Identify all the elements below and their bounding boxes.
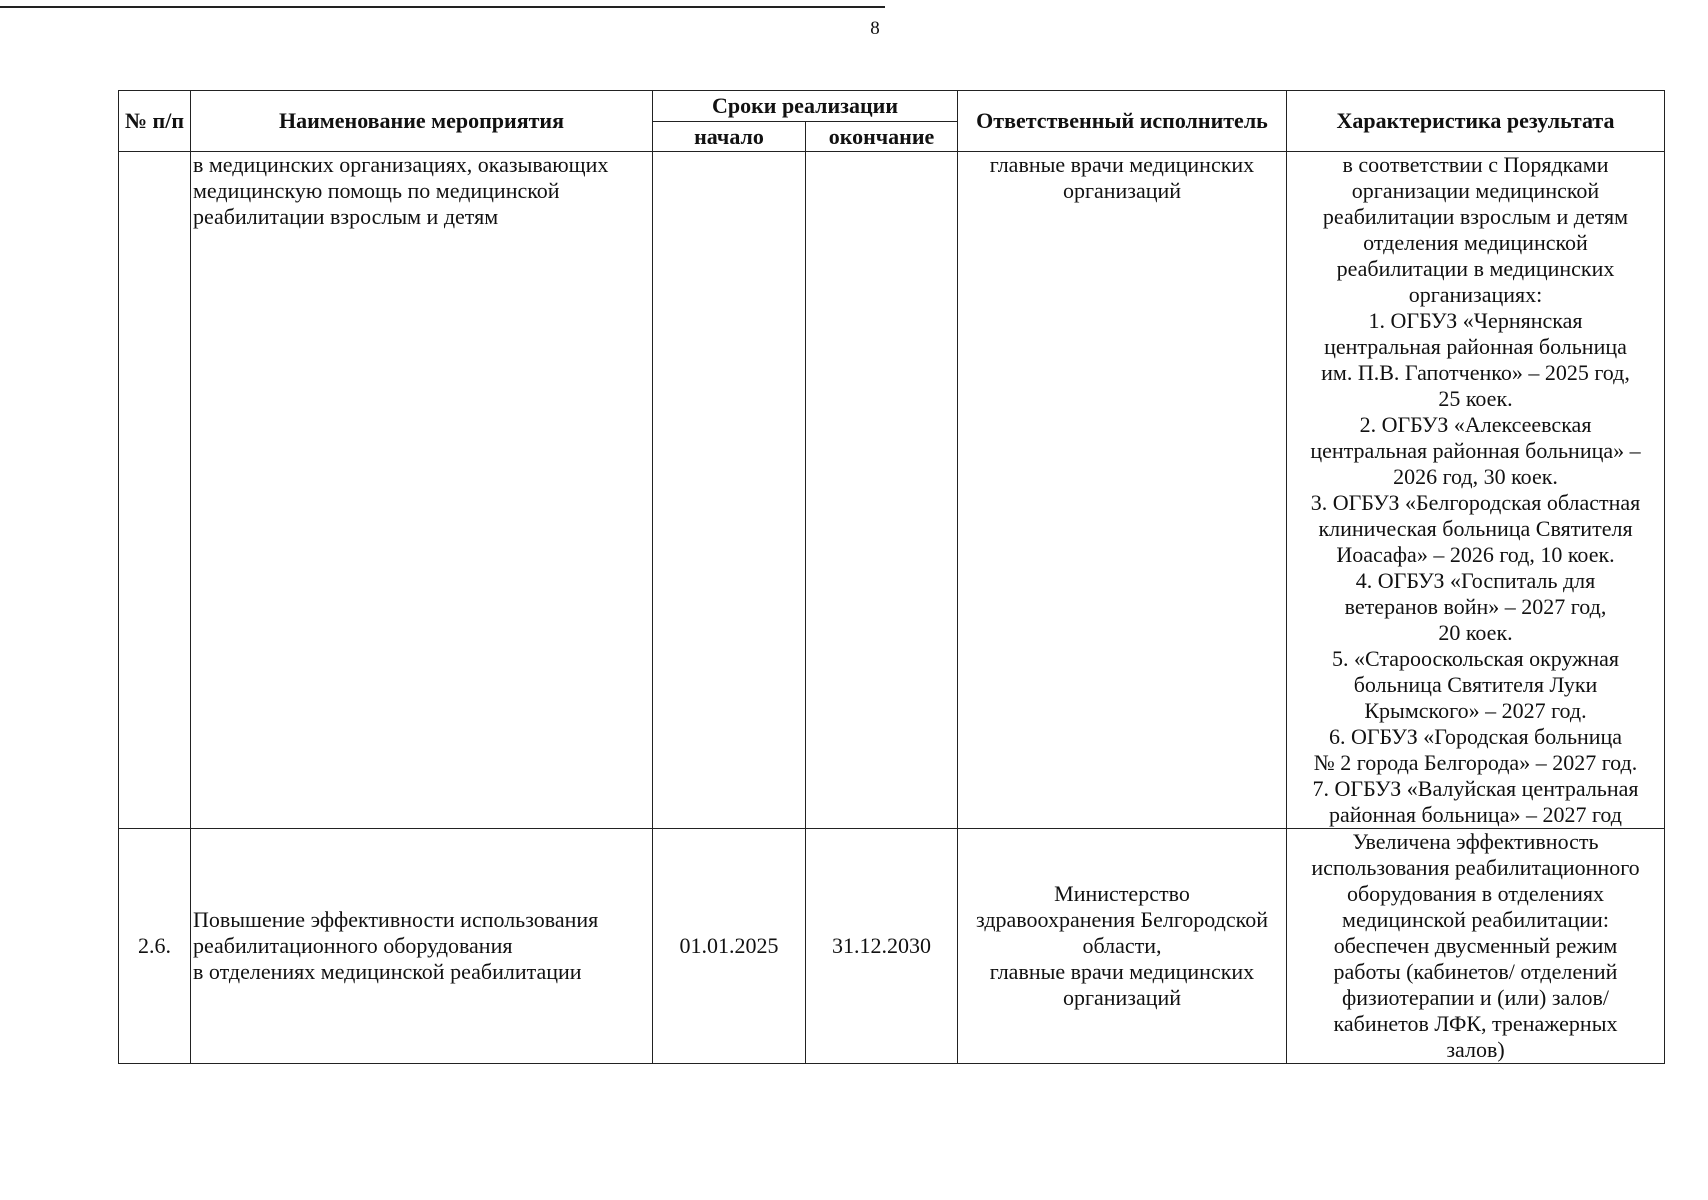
result-line: кабинетов ЛФК, тренажерных: [1333, 1011, 1618, 1036]
header-end: окончание: [806, 122, 958, 152]
result-line: физиотерапии и (или) залов/: [1342, 985, 1609, 1010]
result-line: Крымского» – 2027 год.: [1364, 698, 1587, 723]
result-line: использования реабилитационного: [1311, 855, 1640, 880]
row-num: [119, 152, 191, 829]
page-number: 8: [870, 18, 880, 39]
result-line: 25 коек.: [1438, 386, 1513, 411]
row-name: [191, 829, 653, 1064]
row-executor: [958, 152, 1287, 829]
result-line: № 2 города Белгорода» – 2027 год.: [1313, 750, 1638, 775]
executor-line: организаций: [1062, 985, 1182, 1010]
result-line: реабилитации в медицинских: [1336, 256, 1615, 281]
executor-line: организаций: [1062, 178, 1182, 203]
executor-line: главные врачи медицинских: [989, 152, 1255, 177]
result-line: клиническая больница Святителя: [1318, 516, 1633, 541]
result-line: 5. «Старооскольская окружная: [1331, 646, 1620, 671]
result-line: центральная районная больница: [1324, 334, 1627, 359]
row-num: 2.6.: [119, 829, 191, 1064]
result-line: 7. ОГБУЗ «Валуйская центральная: [1312, 776, 1639, 801]
result-line: отделения медицинской: [1363, 230, 1588, 255]
name-line: в медицинских организациях, оказывающих: [193, 152, 609, 177]
executor-line: области,: [1082, 933, 1162, 958]
result-line: 2. ОГБУЗ «Алексеевская: [1359, 412, 1592, 437]
activities-table: [118, 90, 1665, 1064]
header-num: № п/п: [119, 91, 191, 152]
result-line: Иоасафа» – 2026 год, 10 коек.: [1336, 542, 1615, 567]
result-line: им. П.В. Гапотченко» – 2025 год,: [1321, 360, 1630, 385]
result-line: организации медицинской: [1351, 178, 1600, 203]
result-line: залов): [1446, 1037, 1505, 1062]
result-line: оборудования в отделениях: [1346, 881, 1605, 906]
executor-line: здравоохранения Белгородской: [976, 907, 1268, 932]
header-terms: Сроки реализации: [653, 91, 958, 122]
result-line: ветеранов войн» – 2027 год,: [1344, 594, 1607, 619]
row-result: [1287, 829, 1665, 1064]
table-row: [119, 829, 1665, 1064]
row-result: [1287, 152, 1665, 829]
header-start: начало: [653, 122, 806, 152]
result-line: 6. ОГБУЗ «Городская больница: [1328, 724, 1623, 749]
name-line: медицинскую помощь по медицинской: [193, 178, 560, 203]
row-start: 01.01.2025: [653, 829, 806, 1064]
result-line: Увеличена эффективность: [1352, 829, 1599, 854]
result-line: реабилитации взрослым и детям: [1322, 204, 1629, 229]
row-end: 31.12.2030: [806, 829, 958, 1064]
result-line: обеспечен двусменный режим: [1333, 933, 1618, 958]
name-line: Повышение эффективности использования: [193, 907, 599, 932]
row-executor: [958, 829, 1287, 1064]
header-executor: Ответственный исполнитель: [958, 91, 1287, 152]
top-rule: [0, 6, 885, 8]
result-line: организациях:: [1408, 282, 1543, 307]
result-line: 1. ОГБУЗ «Чернянская: [1368, 308, 1583, 333]
result-line: центральная районная больница» –: [1310, 438, 1641, 463]
executor-line: главные врачи медицинских: [989, 959, 1255, 984]
name-line: в отделениях медицинской реабилитации: [193, 959, 582, 984]
row-start: [653, 152, 806, 829]
header-result: Характеристика результата: [1287, 91, 1665, 152]
result-line: в соответствии с Порядками: [1342, 152, 1609, 177]
result-line: 3. ОГБУЗ «Белгородская областная: [1310, 490, 1641, 515]
executor-line: Министерство: [1054, 881, 1190, 906]
result-line: больница Святителя Луки: [1353, 672, 1598, 697]
result-line: 4. ОГБУЗ «Госпиталь для: [1355, 568, 1596, 593]
result-line: районная больница» – 2027 год: [1328, 802, 1622, 827]
result-line: 20 коек.: [1438, 620, 1513, 645]
table-row: [119, 152, 1665, 829]
row-end: [806, 152, 958, 829]
row-name: [191, 152, 653, 829]
result-line: работы (кабинетов/ отделений: [1333, 959, 1618, 984]
result-line: медицинской реабилитации:: [1342, 907, 1609, 932]
name-line: реабилитационного оборудования: [193, 933, 513, 958]
header-name: Наименование мероприятия: [191, 91, 653, 152]
name-line: реабилитации взрослым и детям: [193, 204, 499, 229]
result-line: 2026 год, 30 коек.: [1393, 464, 1558, 489]
